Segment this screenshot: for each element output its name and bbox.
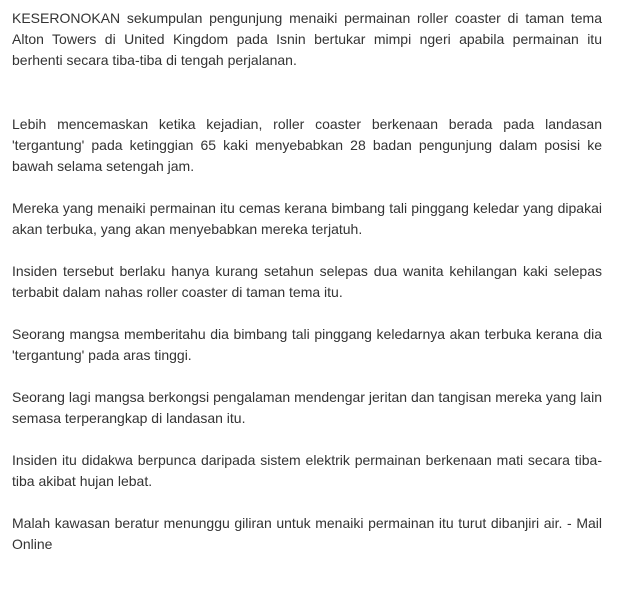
article-paragraph-8: Malah kawasan beratur menunggu giliran untuk menaiki permainan itu turut dibanjiri air. - Mail Online <box>12 515 602 552</box>
article-paragraph-5: Seorang mangsa memberitahu dia bimbang tali pinggang keledarnya akan terbuka kerana dia 'tergantung' pada aras tinggi. <box>12 326 602 363</box>
article-paragraph-3: Mereka yang menaiki permainan itu cemas kerana bimbang tali pinggang keledar yang dipakai akan terbuka, yang akan menyebabkan mereka terjatuh. <box>12 200 602 237</box>
article-paragraph-4: Insiden tersebut berlaku hanya kurang setahun selepas dua wanita kehilangan kaki selepas terbabit dalam nahas roller coaster di taman tema itu. <box>12 263 602 300</box>
article-lead-paragraph: KESERONOKAN sekumpulan pengunjung menaiki permainan roller coaster di taman tema Alton Towers di United Kingdom pada Isnin bertukar mimpi ngeri apabila permainan itu berhenti secara tiba-tiba di tengah perjalanan. <box>12 10 602 68</box>
article-paragraph-2: Lebih mencemaskan ketika kejadian, roller coaster berkenaan berada pada landasan 'tergantung' pada ketinggian 65 kaki menyebabkan 28 badan pengunjung dalam posisi ke bawah selama setengah jam. <box>12 116 602 174</box>
article-paragraph-6: Seorang lagi mangsa berkongsi pengalaman mendengar jeritan dan tangisan mereka yang lain semasa terperangkap di landasan itu. <box>12 389 602 426</box>
article-body <box>12 8 602 555</box>
article-paragraph-7: Insiden itu didakwa berpunca daripada sistem elektrik permainan berkenaan mati secara tiba-tiba akibat hujan lebat. <box>12 452 602 489</box>
